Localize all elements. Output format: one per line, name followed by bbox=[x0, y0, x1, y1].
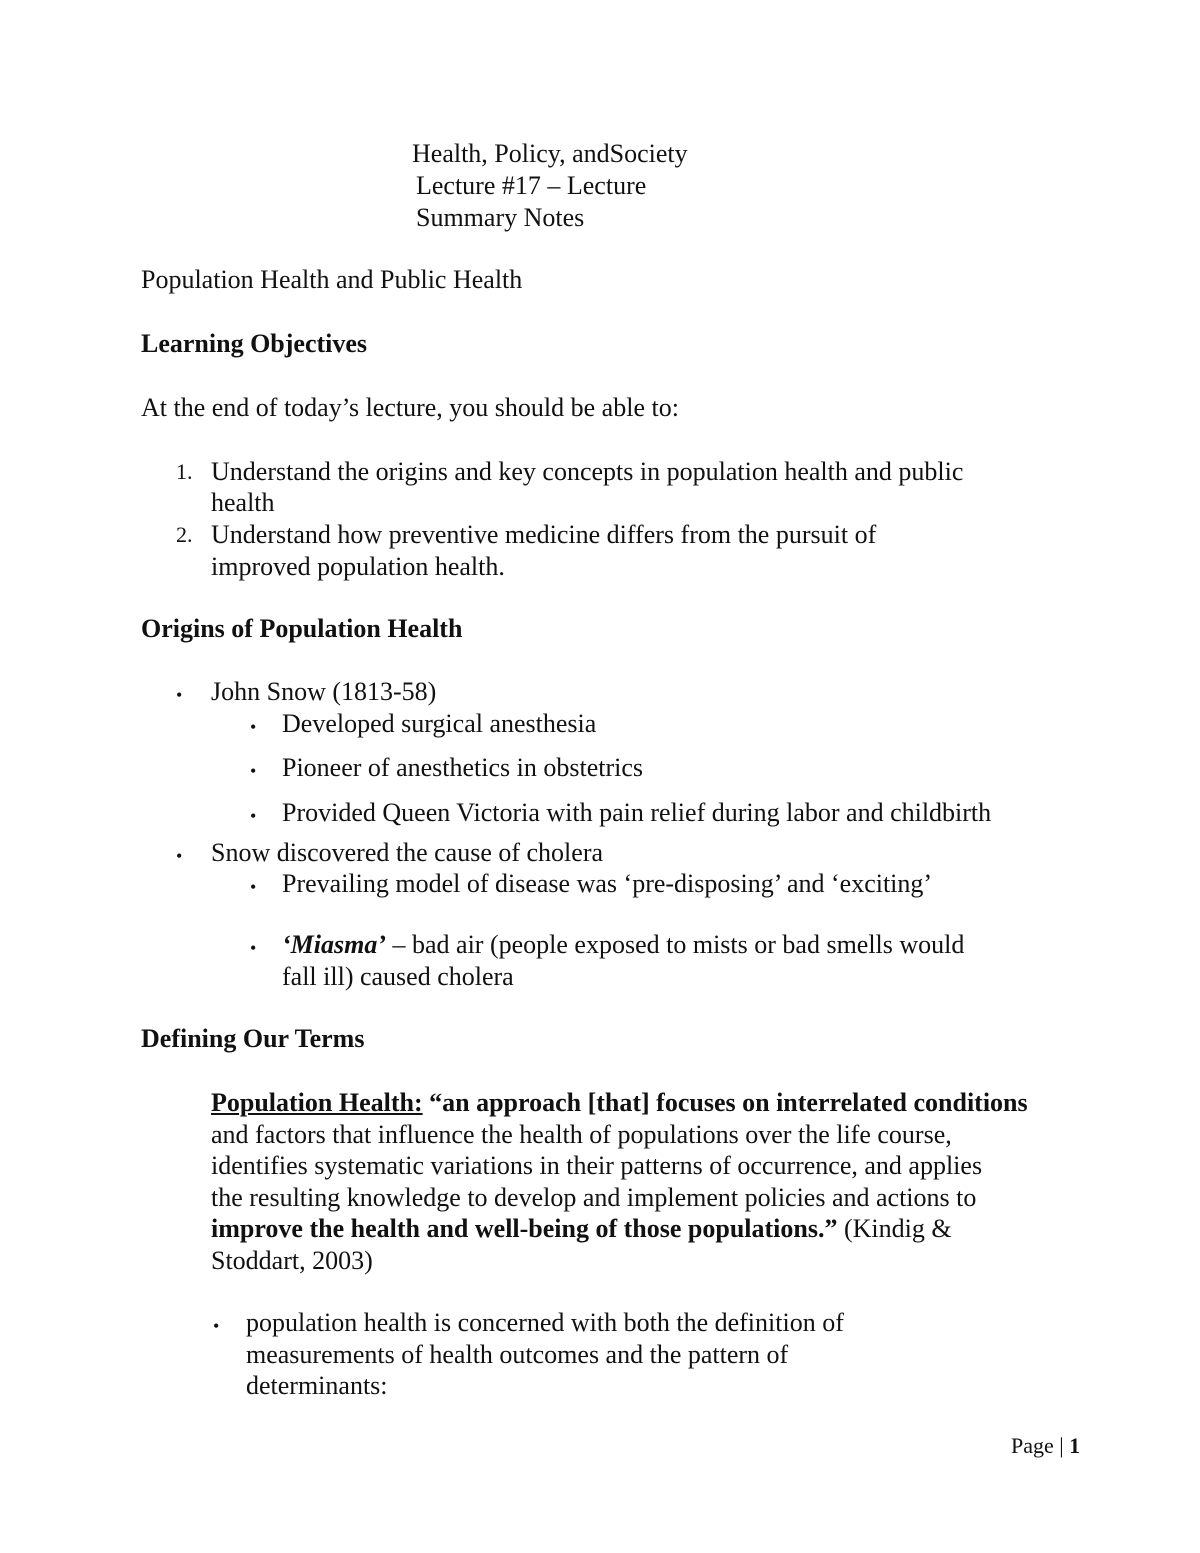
objectives-intro: At the end of today’s lecture, you should be able to: bbox=[141, 393, 679, 422]
list-item: John Snow (1813-58) bbox=[211, 677, 437, 706]
learning-objectives-heading: Learning Objectives bbox=[141, 329, 368, 358]
course-title: Health, Policy, andSociety bbox=[412, 139, 688, 168]
bullet-icon: • bbox=[250, 938, 257, 958]
bullet-icon: • bbox=[176, 685, 183, 705]
list-item-cont: fall ill) caused cholera bbox=[282, 962, 514, 991]
objective-text: Understand the origins and key concepts in population health and public bbox=[211, 457, 964, 486]
lecture-number: Lecture #17 – Lecture bbox=[416, 171, 647, 200]
document-title: Population Health and Public Health bbox=[141, 265, 523, 294]
bullet-icon: • bbox=[176, 846, 183, 866]
list-item: Prevailing model of disease was ‘pre-disposing’ and ‘exciting’ bbox=[282, 869, 933, 898]
definition-text: improve the health and well-being of those populations.” bbox=[211, 1214, 838, 1243]
list-item: Developed surgical anesthesia bbox=[282, 709, 597, 738]
origins-heading: Origins of Population Health bbox=[141, 614, 463, 643]
page-footer bbox=[1011, 1430, 1080, 1462]
miasma-term: ‘Miasma’ bbox=[282, 930, 386, 959]
objective-number: 1. bbox=[176, 459, 193, 484]
objective-number: 2. bbox=[176, 522, 193, 547]
objective-text-cont: health bbox=[211, 488, 275, 517]
definition-text: identifies systematic variations in their patterns of occurrence, and applies bbox=[211, 1151, 983, 1180]
definition-text: and factors that influence the health of populations over the life course, bbox=[211, 1120, 952, 1149]
page-number: 1 bbox=[1069, 1433, 1081, 1458]
definition-term: Population Health: bbox=[211, 1088, 423, 1117]
objective-text-cont: improved population health. bbox=[211, 552, 505, 581]
bullet-icon: • bbox=[250, 761, 257, 781]
miasma-definition: – bad air (people exposed to mists or bad smells would bbox=[386, 930, 965, 959]
citation: Stoddart, 2003) bbox=[211, 1246, 373, 1275]
lecture-subtitle: Summary Notes bbox=[416, 203, 585, 232]
page-label: Page | bbox=[1011, 1433, 1064, 1458]
terms-heading: Defining Our Terms bbox=[141, 1024, 365, 1053]
list-item: Provided Queen Victoria with pain relief during labor and childbirth bbox=[282, 798, 992, 827]
definition-text: “an approach [that] focuses on interrelated conditions bbox=[422, 1088, 1028, 1117]
definition-text: the resulting knowledge to develop and implement policies and actions to bbox=[211, 1183, 977, 1212]
bullet-icon: • bbox=[213, 1316, 220, 1336]
list-item bbox=[282, 929, 964, 961]
list-item: population health is concerned with both the definition of bbox=[246, 1308, 844, 1337]
citation: (Kindig & bbox=[837, 1214, 952, 1243]
list-item: Snow discovered the cause of cholera bbox=[211, 838, 604, 867]
objective-text: Understand how preventive medicine differs from the pursuit of bbox=[211, 520, 877, 549]
bullet-icon: • bbox=[250, 717, 257, 737]
bullet-icon: • bbox=[250, 806, 257, 826]
list-item-cont: determinants: bbox=[246, 1371, 388, 1400]
list-item-cont: measurements of health outcomes and the pattern of bbox=[246, 1340, 789, 1369]
bullet-icon: • bbox=[250, 877, 257, 897]
list-item: Pioneer of anesthetics in obstetrics bbox=[282, 753, 644, 782]
